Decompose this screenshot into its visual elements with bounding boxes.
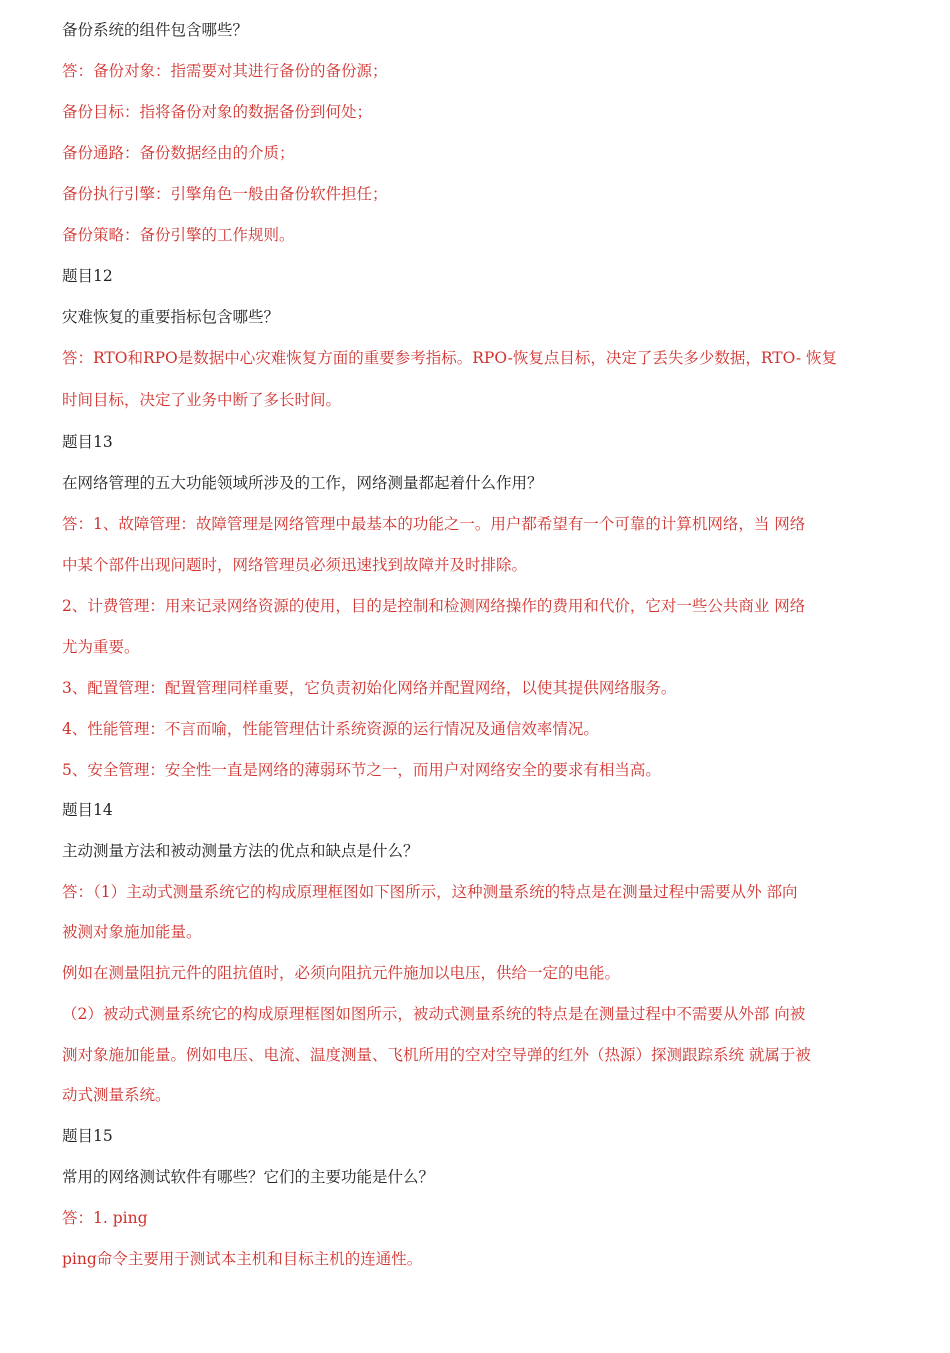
answer-text: 4、性能管理：不言而喻，性能管理估计系统资源的运行情况及通信效率情况。 bbox=[62, 720, 599, 738]
answer-text: 备份目标：指将备份对象的数据备份到何处； bbox=[62, 103, 373, 121]
answer-text: 答：1、故障管理：故障管理是网络管理中最基本的功能之一。用户都希望有一个可靠的计算机网络，当 网络 bbox=[62, 515, 806, 533]
answer-text: 被测对象施加能量。 bbox=[62, 923, 202, 941]
question-number: 题目15 bbox=[62, 1127, 113, 1145]
answer-text: 5、安全管理：安全性一直是网络的薄弱环节之一，而用户对网络安全的要求有相当高。 bbox=[62, 761, 661, 779]
answer-text: ping命令主要用于测试本主机和目标主机的连通性。 bbox=[62, 1250, 423, 1268]
answer-text: 2、计费管理：用来记录网络资源的使用，目的是控制和检测网络操作的费用和代价，它对一些公共商业 网络 bbox=[62, 597, 806, 615]
question-text: 主动测量方法和被动测量方法的优点和缺点是什么？ bbox=[62, 842, 419, 860]
answer-text: 例如在测量阻抗元件的阻抗值时，必须向阻抗元件施加以电压，供给一定的电能。 bbox=[62, 964, 621, 982]
answer-text: 备份策略：备份引擎的工作规则。 bbox=[62, 226, 295, 244]
question-number: 题目12 bbox=[62, 267, 113, 285]
question-text: 灾难恢复的重要指标包含哪些？ bbox=[62, 308, 280, 326]
answer-text: 时间目标，决定了业务中断了多长时间。 bbox=[62, 391, 342, 409]
answer-text: 测对象施加能量。例如电压、电流、温度测量、飞机所用的空对空导弹的红外（热源）探测跟踪系统 就属于被 bbox=[62, 1046, 811, 1064]
answer-text: 答：RTO和RPO是数据中心灾难恢复方面的重要参考指标。RPO-恢复点目标，决定了丢失多少数据，RTO- 恢复 bbox=[62, 349, 838, 367]
question-number: 题目14 bbox=[62, 801, 113, 819]
answer-text: 答：1. ping bbox=[62, 1209, 148, 1227]
answer-text: 尤为重要。 bbox=[62, 638, 140, 656]
answer-text: 答：备份对象：指需要对其进行备份的备份源； bbox=[62, 62, 388, 80]
answer-text: 备份执行引擎：引擎角色一般由备份软件担任； bbox=[62, 185, 388, 203]
question-number: 题目13 bbox=[62, 433, 113, 451]
question-text: 在网络管理的五大功能领域所涉及的工作，网络测量都起着什么作用？ bbox=[62, 474, 543, 492]
answer-text: 备份通路：备份数据经由的介质； bbox=[62, 144, 295, 162]
answer-text: 动式测量系统。 bbox=[62, 1086, 171, 1104]
answer-text: （2）被动式测量系统它的构成原理框图如图所示，被动式测量系统的特点是在测量过程中不需要从外部 向被 bbox=[62, 1005, 806, 1023]
answer-text: 中某个部件出现问题时，网络管理员必须迅速找到故障并及时排除。 bbox=[62, 556, 528, 574]
answer-text: 3、配置管理：配置管理同样重要，它负责初始化网络并配置网络，以使其提供网络服务。 bbox=[62, 679, 677, 697]
question-text: 备份系统的组件包含哪些？ bbox=[62, 21, 249, 39]
question-text: 常用的网络测试软件有哪些？它们的主要功能是什么？ bbox=[62, 1168, 435, 1186]
answer-text: 答：（1）主动式测量系统它的构成原理框图如下图所示，这种测量系统的特点是在测量过程中需要从外 部向 bbox=[62, 883, 798, 901]
